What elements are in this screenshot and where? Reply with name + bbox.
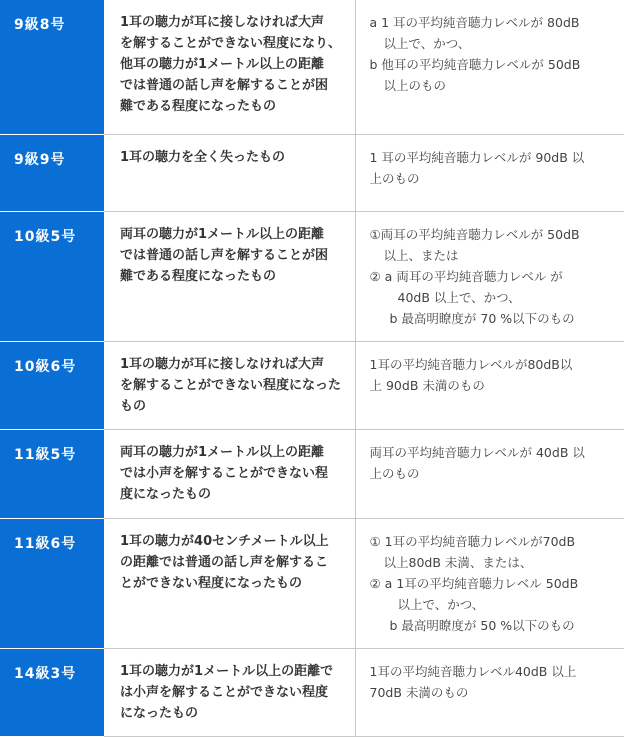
table-row	[0, 211, 624, 341]
grade-label: 9級9号	[0, 134, 104, 211]
disability-description	[104, 341, 355, 429]
criteria-line: 上のもの	[369, 170, 420, 186]
table-row	[0, 134, 624, 211]
criteria-line: 以上80dB 未満、または、	[383, 554, 533, 570]
criteria-line: 上 90dB 未満のもの	[369, 377, 485, 393]
hearing-criteria	[355, 341, 624, 429]
description-line: 難である程度になったもの	[120, 99, 277, 114]
grade-label: 14級3号	[0, 648, 104, 736]
disability-description	[104, 0, 355, 134]
table-row	[0, 518, 624, 648]
description-line: 両耳の聴力が1メートル以上の距離	[120, 226, 325, 242]
disability-description	[104, 211, 355, 341]
criteria-line: b 最高明瞭度が 50 %以下のもの	[389, 617, 575, 633]
hearing-criteria	[355, 518, 624, 648]
disability-description	[104, 518, 355, 648]
description-line: を解することができない程度になり、	[120, 36, 342, 51]
hearing-criteria	[355, 429, 624, 518]
table-row	[0, 648, 624, 736]
hearing-criteria	[355, 0, 624, 134]
criteria-line: 1 耳の平均純音聴力レベルが 90dB 以	[369, 149, 585, 165]
criteria-line: ① 1耳の平均純音聴力レベルが70dB	[369, 533, 576, 549]
criteria-line: 以上のもの	[383, 78, 447, 93]
criteria-line: b 他耳の平均純音聴力レベルが 50dB	[369, 57, 581, 72]
description-line: とができない程度になったもの	[120, 575, 303, 591]
disability-description	[104, 648, 355, 736]
description-line: になったもの	[120, 705, 199, 721]
hearing-criteria	[355, 134, 624, 211]
disability-description	[104, 134, 355, 211]
criteria-line: 1耳の平均純音聴力レベル40dB 以上	[369, 663, 577, 679]
grade-label: 11級5号	[0, 429, 104, 518]
description-line: 両耳の聴力が1メートル以上の距離	[120, 444, 325, 460]
description-line: 1耳の聴力が耳に接しなければ大声	[120, 356, 325, 372]
grade-label: 9級8号	[0, 0, 104, 134]
criteria-line: 両耳の平均純音聴力レベルが 40dB 以	[369, 444, 585, 460]
description-line: 1耳の聴力が40センチメートル以上	[120, 533, 329, 549]
criteria-line: 上のもの	[369, 465, 420, 481]
grade-label: 10級6号	[0, 341, 104, 429]
description-line: 他耳の聴力が1メートル以上の距離	[120, 57, 325, 72]
criteria-line: a 1 耳の平均純音聴力レベルが 80dB	[369, 15, 580, 30]
hearing-criteria	[355, 648, 624, 736]
disability-description	[104, 429, 355, 518]
description-line: 1耳の聴力を全く失ったもの	[120, 149, 286, 165]
table-row	[0, 341, 624, 429]
criteria-line: ①両耳の平均純音聴力レベルが 50dB	[369, 226, 580, 242]
criteria-line: ② a 1耳の平均純音聴力レベル 50dB	[369, 575, 579, 591]
description-line: もの	[120, 398, 147, 414]
description-line: 1耳の聴力が1メートル以上の距離で	[120, 663, 334, 679]
criteria-line: ② a 両耳の平均純音聴力レベル が	[369, 268, 563, 284]
description-line: を解することができない程度になった	[120, 377, 342, 393]
hearing-criteria	[355, 211, 624, 341]
criteria-line: 以上、または	[383, 247, 459, 263]
table-row	[0, 0, 624, 134]
description-line: 度になったもの	[120, 486, 212, 502]
criteria-line: 1耳の平均純音聴力レベルが80dB以	[369, 356, 573, 372]
criteria-line: 40dB 以上で、かつ、	[397, 289, 521, 305]
criteria-line: 70dB 未満のもの	[369, 684, 469, 700]
table-row	[0, 429, 624, 518]
criteria-line: 以上で、かつ、	[383, 36, 471, 51]
description-line: では普通の話し声を解することが困	[120, 247, 329, 263]
description-line: では普通の話し声を解することが困	[120, 78, 329, 93]
description-line: では小声を解することができない程	[120, 465, 329, 481]
description-line: 1耳の聴力が耳に接しなければ大声	[120, 15, 325, 30]
grade-label: 10級5号	[0, 211, 104, 341]
description-line: 難である程度になったもの	[120, 268, 277, 284]
description-line: の距離では普通の話し声を解するこ	[120, 554, 329, 570]
criteria-line: 以上で、かつ、	[397, 596, 485, 612]
description-line: は小声を解することができない程度	[120, 684, 329, 700]
criteria-line: b 最高明瞭度が 70 %以下のもの	[389, 310, 575, 326]
grade-label: 11級6号	[0, 518, 104, 648]
